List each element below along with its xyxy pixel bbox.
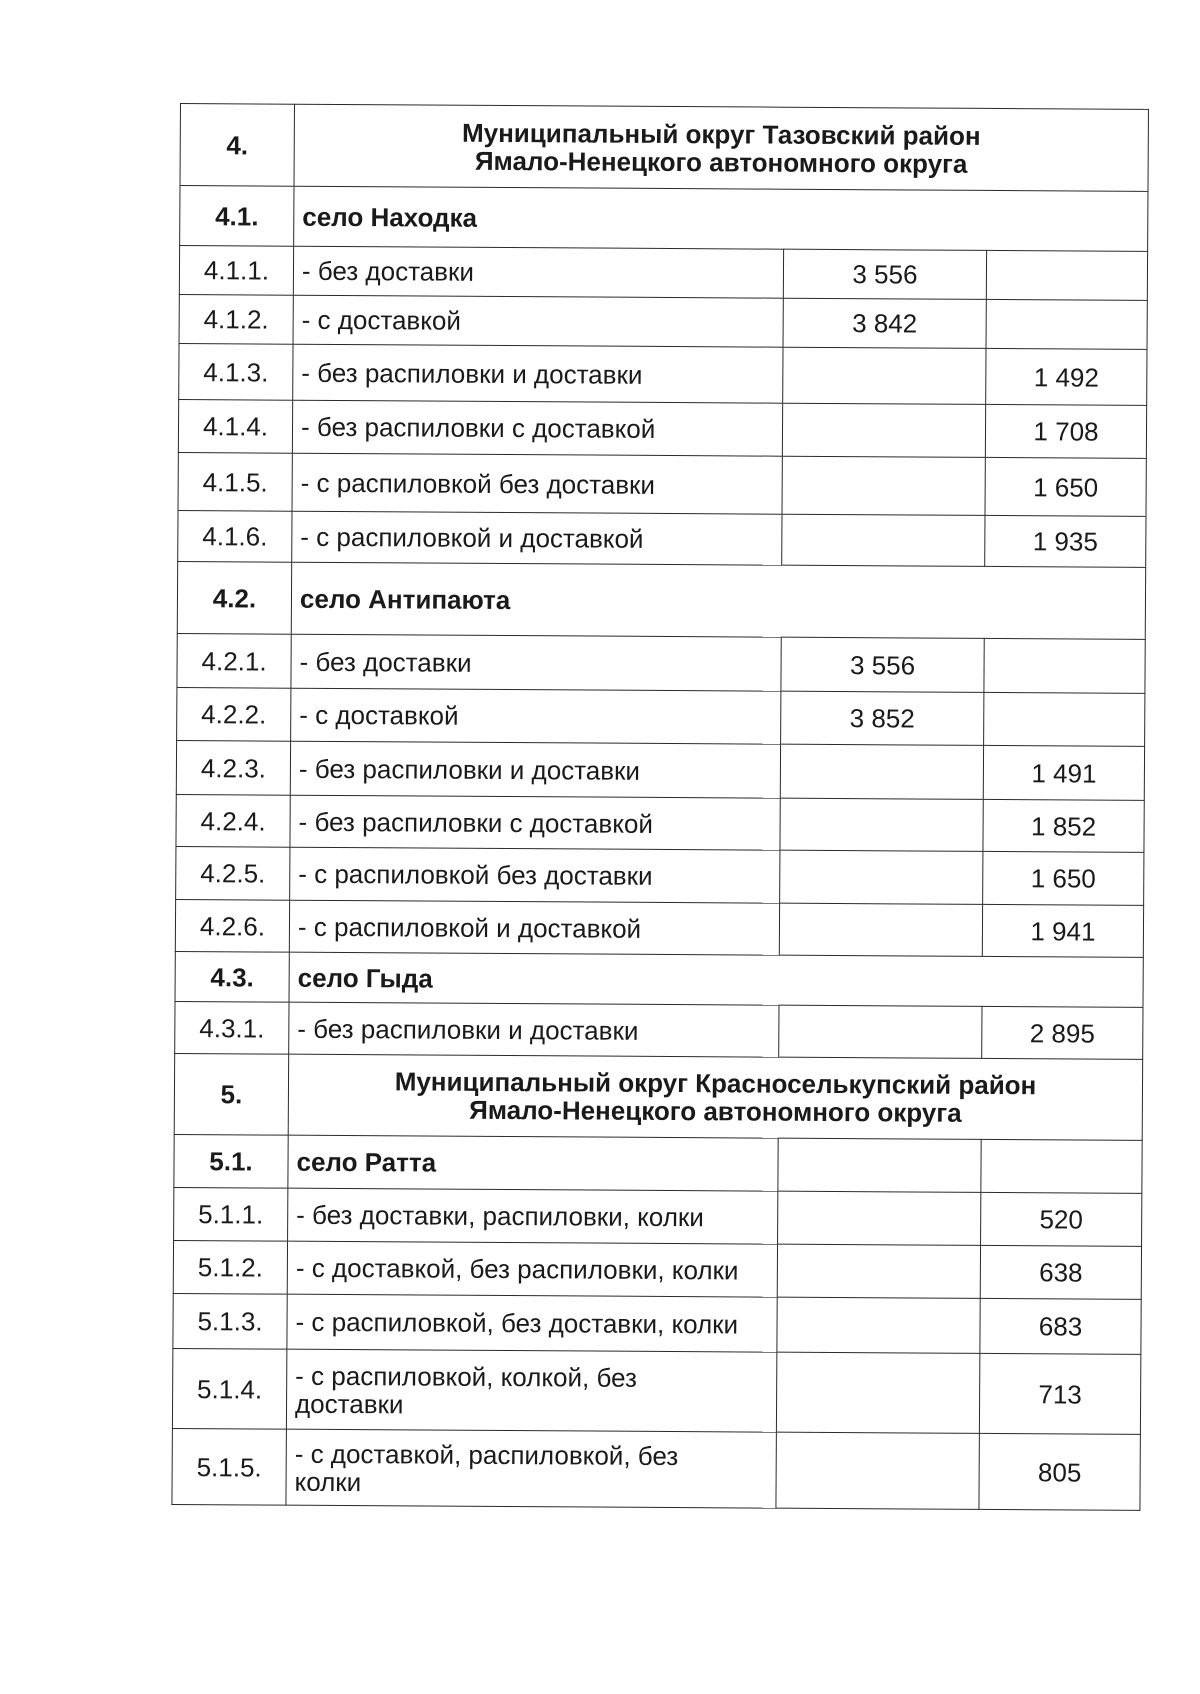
row-description-line: - с распиловкой, колкой, без bbox=[295, 1360, 638, 1393]
price-a-cell: 3 852 bbox=[781, 691, 984, 745]
row-number: 4.1.6. bbox=[178, 510, 292, 562]
table-row bbox=[179, 294, 1147, 349]
price-a-cell bbox=[779, 903, 982, 956]
district-row bbox=[174, 1053, 1143, 1140]
row-description: - с доставкой bbox=[293, 295, 783, 347]
row-description: - без распиловки и доставки bbox=[289, 1002, 779, 1057]
table-row bbox=[173, 1240, 1141, 1299]
row-description: - с доставкой bbox=[291, 688, 781, 744]
settlement-row bbox=[175, 951, 1143, 1007]
row-description-line: колки bbox=[294, 1466, 362, 1497]
settlement-number: 5.1. bbox=[174, 1134, 288, 1188]
price-b-cell: 2 895 bbox=[982, 1006, 1143, 1059]
price-a-cell bbox=[782, 514, 985, 566]
row-description: - с распиловкой и доставкой bbox=[289, 900, 779, 955]
price-a-cell bbox=[779, 1005, 982, 1058]
settlement-name: село Ратта bbox=[288, 1135, 778, 1191]
price-b-cell: 1 852 bbox=[983, 799, 1144, 852]
row-number: 4.2.1. bbox=[177, 633, 291, 688]
price-b-cell: 1 492 bbox=[986, 348, 1147, 405]
row-description: - с распиловкой, без доставки, колки bbox=[287, 1294, 777, 1352]
row-number: 5.1.3. bbox=[173, 1293, 287, 1349]
row-description: - без распиловки и доставки bbox=[293, 344, 783, 403]
settlement-row bbox=[174, 1134, 1142, 1193]
empty-cell bbox=[778, 1138, 981, 1192]
table-row bbox=[172, 1428, 1140, 1510]
price-a-cell bbox=[778, 1191, 981, 1245]
row-number: 4.3.1. bbox=[175, 1001, 289, 1054]
district-title-line: Ямало-Ненецкого автономного округа bbox=[474, 145, 968, 179]
table-row bbox=[173, 1293, 1141, 1354]
price-a-cell: 3 556 bbox=[783, 249, 986, 299]
settlement-name: село Антипаюта bbox=[291, 562, 1145, 639]
settlement-name: село Гыда bbox=[289, 952, 1143, 1007]
price-a-cell bbox=[780, 850, 983, 904]
price-a-cell bbox=[777, 1297, 980, 1353]
district-number: 5. bbox=[174, 1053, 288, 1135]
row-description: - без распиловки с доставкой bbox=[292, 400, 782, 456]
price-a-cell bbox=[782, 456, 985, 515]
table-row bbox=[178, 399, 1146, 458]
row-description: - без доставки bbox=[291, 634, 781, 691]
district-title bbox=[294, 104, 1149, 191]
row-number: 4.2.5. bbox=[176, 846, 290, 900]
empty-cell bbox=[981, 1139, 1142, 1193]
row-number: 5.1.1. bbox=[174, 1187, 288, 1241]
price-b-cell: 520 bbox=[981, 1192, 1142, 1246]
price-b-cell: 1 650 bbox=[983, 851, 1144, 905]
price-b-cell: 1 941 bbox=[982, 904, 1143, 957]
table-row bbox=[176, 740, 1144, 800]
price-a-cell bbox=[780, 798, 983, 851]
settlement-name: село Находка bbox=[294, 186, 1148, 251]
price-a-cell bbox=[782, 403, 985, 457]
row-description: - без доставки bbox=[293, 246, 783, 298]
table-row bbox=[176, 794, 1144, 852]
district-title-line: Муниципальный округ Красноселькупский район bbox=[394, 1066, 1037, 1101]
price-a-cell bbox=[776, 1352, 979, 1433]
row-description bbox=[286, 1349, 776, 1432]
row-number: 5.1.4. bbox=[172, 1348, 286, 1429]
row-number: 4.2.3. bbox=[176, 740, 290, 795]
price-b-cell: 713 bbox=[979, 1353, 1141, 1434]
price-a-cell bbox=[783, 347, 986, 404]
price-b-cell bbox=[984, 638, 1145, 693]
price-b-cell: 1 650 bbox=[985, 457, 1146, 516]
table-row bbox=[177, 687, 1145, 746]
table-row bbox=[176, 846, 1144, 905]
row-number: 4.1.2. bbox=[179, 294, 293, 344]
table-row bbox=[175, 1001, 1143, 1059]
district-row bbox=[180, 104, 1149, 192]
row-description: - без доставки, распиловки, колки bbox=[288, 1188, 778, 1244]
district-title bbox=[288, 1054, 1143, 1140]
table-row bbox=[174, 1187, 1142, 1246]
table-row bbox=[179, 246, 1147, 301]
price-table bbox=[171, 103, 1149, 1511]
row-number: 4.2.4. bbox=[176, 794, 290, 847]
row-description: - с распиловкой без доставки bbox=[290, 847, 780, 903]
row-description bbox=[286, 1429, 776, 1508]
table-row bbox=[179, 343, 1147, 405]
price-b-cell: 805 bbox=[979, 1433, 1140, 1510]
price-b-cell bbox=[986, 250, 1147, 300]
price-b-cell: 1 491 bbox=[983, 745, 1144, 800]
settlement-number: 4.2. bbox=[177, 561, 291, 634]
price-a-cell: 3 842 bbox=[783, 298, 986, 348]
price-b-cell bbox=[984, 692, 1145, 746]
price-b-cell bbox=[986, 299, 1147, 349]
row-description-line: доставки bbox=[294, 1388, 404, 1419]
table-row bbox=[172, 1348, 1141, 1434]
price-a-cell bbox=[780, 744, 983, 799]
table-row bbox=[177, 633, 1145, 693]
row-number: 4.1.1. bbox=[179, 246, 293, 296]
price-b-cell: 683 bbox=[980, 1298, 1141, 1354]
row-number: 5.1.2. bbox=[173, 1240, 287, 1294]
row-number: 4.1.3. bbox=[179, 343, 293, 400]
settlement-number: 4.3. bbox=[175, 951, 289, 1002]
row-description: - с доставкой, без распиловки, колки bbox=[287, 1241, 777, 1297]
price-a-cell bbox=[777, 1244, 980, 1298]
table-row bbox=[178, 452, 1146, 516]
row-number: 4.1.4. bbox=[178, 399, 292, 453]
table-row bbox=[178, 510, 1146, 567]
price-b-cell: 1 935 bbox=[985, 515, 1146, 567]
price-a-cell: 3 556 bbox=[781, 637, 984, 692]
row-number: 4.1.5. bbox=[178, 452, 292, 511]
settlement-row bbox=[180, 186, 1148, 252]
row-description: - без распиловки и доставки bbox=[290, 741, 780, 798]
settlement-row bbox=[177, 561, 1145, 639]
row-description: - с распиловкой без доставки bbox=[292, 453, 782, 514]
price-b-cell: 1 708 bbox=[985, 404, 1146, 458]
price-a-cell bbox=[776, 1432, 979, 1509]
settlement-number: 4.1. bbox=[180, 186, 294, 247]
district-title-line: Муниципальный округ Тазовский район bbox=[461, 117, 981, 151]
row-number: 5.1.5. bbox=[172, 1428, 286, 1505]
row-description: - с распиловкой и доставкой bbox=[292, 511, 782, 565]
table-row bbox=[175, 899, 1143, 957]
row-description-line: - с доставкой, распиловкой, без bbox=[294, 1438, 679, 1471]
row-number: 4.2.2. bbox=[177, 687, 291, 741]
price-b-cell: 638 bbox=[980, 1245, 1141, 1299]
district-title-line: Ямало-Ненецкого автономного округа bbox=[469, 1094, 962, 1128]
district-number: 4. bbox=[180, 104, 294, 187]
row-number: 4.2.6. bbox=[175, 899, 289, 952]
row-description: - без распиловки с доставкой bbox=[290, 795, 780, 850]
